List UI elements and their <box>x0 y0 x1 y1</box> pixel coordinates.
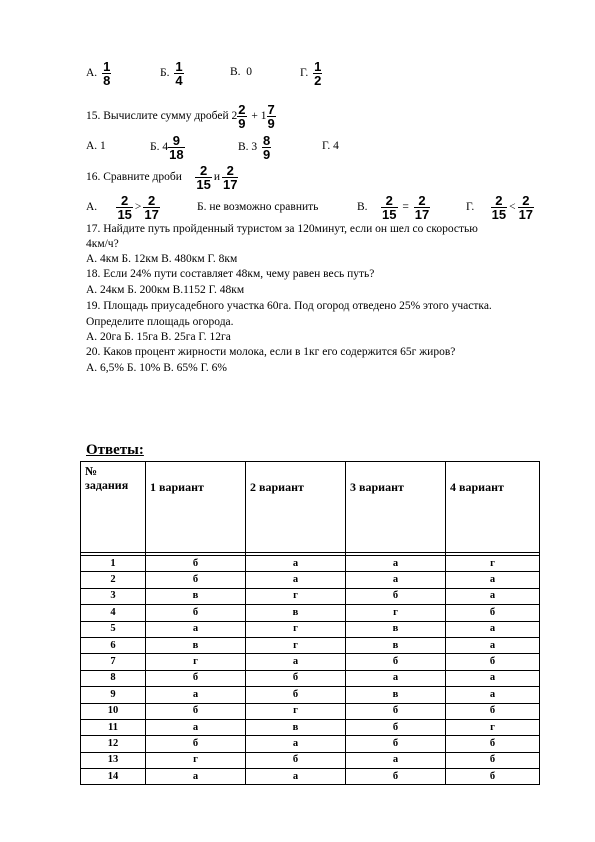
table-row <box>81 621 540 637</box>
answer-cell-variant-2: а <box>246 654 346 670</box>
answer-cell-variant-4: а <box>446 637 540 653</box>
answer-cell-variant-3: б <box>346 769 446 785</box>
table-row <box>81 670 540 686</box>
answer-cell-variant-2: б <box>246 752 346 768</box>
q14-option-g-fraction: $\frac{1}{2}$ <box>314 59 322 88</box>
q15-option-b-fraction: $\frac{9}{18}$ <box>169 133 184 162</box>
answer-cell-variant-2: г <box>246 588 346 604</box>
answer-cell-variant-1: в <box>146 588 246 604</box>
q19-options: А. 20га Б. 15га В. 25га Г. 12га <box>86 331 231 343</box>
table-row <box>81 769 540 785</box>
task-number-cell: 8 <box>81 670 146 686</box>
answer-cell-variant-2: а <box>246 556 346 572</box>
answer-cell-variant-3: а <box>346 556 446 572</box>
q15-fraction-1: $\frac{2}{9}$ <box>238 102 246 131</box>
answer-cell-variant-3: в <box>346 687 446 703</box>
answer-cell-variant-3: г <box>346 605 446 621</box>
answer-cell-variant-1: б <box>146 703 246 719</box>
answer-cell-variant-3: б <box>346 654 446 670</box>
q16-question: 16. Сравните дроби $\frac{2}{15}$ и $\frac{2}{17}$ <box>86 163 238 192</box>
answer-cell-variant-2: а <box>246 572 346 588</box>
q15-fraction-2: $\frac{7}{9}$ <box>267 102 275 131</box>
q14-option-a-fraction: $\frac{1}{8}$ <box>103 59 111 88</box>
task-number-cell: 12 <box>81 736 146 752</box>
task-number-cell: 2 <box>81 572 146 588</box>
task-number-cell: 6 <box>81 637 146 653</box>
q20-options: А. 6,5% Б. 10% В. 65% Г. 6% <box>86 362 227 374</box>
table-row <box>81 588 540 604</box>
q17-line-1: 17. Найдите путь пройденный туристом за 120минут, если он шел со скоростью <box>86 223 478 235</box>
task-number-cell: 14 <box>81 769 146 785</box>
table-row <box>81 687 540 703</box>
answer-cell-variant-4: а <box>446 572 540 588</box>
q15-option-a: А. 1 <box>86 140 106 152</box>
answer-cell-variant-1: б <box>146 670 246 686</box>
q16-option-a: А. $\frac{2}{15}$ > $\frac{2}{17}$ <box>86 193 159 222</box>
answer-cell-variant-2: а <box>246 769 346 785</box>
answer-cell-variant-3: б <box>346 703 446 719</box>
header-task-number: № задания <box>81 462 146 553</box>
answer-cell-variant-3: а <box>346 752 446 768</box>
answer-cell-variant-1: а <box>146 687 246 703</box>
table-row <box>81 719 540 735</box>
q14-option-v: В. 0 <box>230 66 253 78</box>
q15-question: 15. Вычислите сумму дробей 2 $\frac{2}{9}$ + 1 $\frac{7}{9}$ <box>86 102 275 131</box>
q16-option-v: В. $\frac{2}{15}$ = $\frac{2}{17}$ <box>357 193 430 222</box>
task-number-cell: 1 <box>81 556 146 572</box>
answer-cell-variant-2: б <box>246 670 346 686</box>
q17-line-2: 4км/ч? <box>86 238 119 250</box>
answer-cell-variant-1: в <box>146 637 246 653</box>
task-number-cell: 7 <box>81 654 146 670</box>
q14-option-g: Г. $\frac{1}{2}$ <box>300 59 322 88</box>
answer-cell-variant-2: г <box>246 621 346 637</box>
q18-line-1: 18. Если 24% пути составляет 48км, чему равен весь путь? <box>86 268 375 280</box>
answer-cell-variant-2: г <box>246 637 346 653</box>
q16-option-g-fraction-1: $\frac{2}{15}$ <box>491 193 507 222</box>
answers-title: Ответы: <box>86 442 144 458</box>
header-variant-4: 4 вариант <box>446 462 540 553</box>
answer-cell-variant-4: б <box>446 769 540 785</box>
q15-option-v-fraction: $\frac{8}{9}$ <box>263 133 271 162</box>
answer-cell-variant-2: а <box>246 736 346 752</box>
answer-cell-variant-3: в <box>346 621 446 637</box>
q16-option-a-fraction-1: $\frac{2}{15}$ <box>117 193 132 222</box>
q16-option-b: Б. не возможно сравнить <box>197 201 319 213</box>
answer-cell-variant-4: б <box>446 703 540 719</box>
task-number-cell: 10 <box>81 703 146 719</box>
task-number-cell: 11 <box>81 719 146 735</box>
task-number-cell: 13 <box>81 752 146 768</box>
q14-option-a-label: А. <box>86 67 98 80</box>
table-row <box>81 703 540 719</box>
table-row <box>81 736 540 752</box>
answer-cell-variant-1: б <box>146 572 246 588</box>
answer-cell-variant-4: б <box>446 736 540 752</box>
header-variant-3: 3 вариант <box>346 462 446 553</box>
answer-cell-variant-4: б <box>446 654 540 670</box>
q14-options <box>86 60 113 87</box>
task-number-cell: 5 <box>81 621 146 637</box>
q16-fraction-1: $\frac{2}{15}$ <box>196 163 211 192</box>
q17-options: А. 4км Б. 12км В. 480км Г. 8км <box>86 253 238 265</box>
table-row <box>81 637 540 653</box>
task-number-cell: 9 <box>81 687 146 703</box>
q16-option-v-fraction-1: $\frac{2}{15}$ <box>382 193 397 222</box>
q15-option-g: Г. 4 <box>322 140 339 152</box>
answers-table <box>80 461 540 785</box>
answer-cell-variant-4: а <box>446 588 540 604</box>
q16-option-g: Г. $\frac{2}{15}$ < $\frac{2}{17}$ <box>466 193 534 222</box>
table-row <box>81 605 540 621</box>
answer-cell-variant-4: г <box>446 719 540 735</box>
answer-cell-variant-2: б <box>246 687 346 703</box>
answer-cell-variant-1: г <box>146 752 246 768</box>
answer-cell-variant-3: в <box>346 637 446 653</box>
answer-cell-variant-4: а <box>446 670 540 686</box>
header-variant-2: 2 вариант <box>246 462 346 553</box>
q16-option-a-fraction-2: $\frac{2}{17}$ <box>144 193 159 222</box>
q16-option-g-fraction-2: $\frac{2}{17}$ <box>518 193 534 222</box>
q16-fraction-2: $\frac{2}{17}$ <box>223 163 238 192</box>
answer-cell-variant-3: б <box>346 736 446 752</box>
q15-option-b: Б. 4 $\frac{9}{18}$ <box>150 133 184 162</box>
q20-line-1: 20. Каков процент жирности молока, если в 1кг его содержится 65г жиров? <box>86 346 456 358</box>
answer-cell-variant-4: б <box>446 605 540 621</box>
q15-option-v: В. 3 $\frac{8}{9}$ <box>238 133 271 162</box>
answer-cell-variant-1: б <box>146 556 246 572</box>
answer-cell-variant-2: г <box>246 703 346 719</box>
q16-option-v-fraction-2: $\frac{2}{17}$ <box>414 193 430 222</box>
answer-cell-variant-2: в <box>246 605 346 621</box>
answer-cell-variant-1: а <box>146 621 246 637</box>
answer-cell-variant-3: б <box>346 719 446 735</box>
q19-line-1: 19. Площадь приусадебного участка 60га. Под огород отведено 25% этого участка. <box>86 300 492 312</box>
answer-cell-variant-3: б <box>346 588 446 604</box>
answer-cell-variant-1: а <box>146 769 246 785</box>
answer-cell-variant-4: б <box>446 752 540 768</box>
answer-cell-variant-1: а <box>146 719 246 735</box>
task-number-cell: 3 <box>81 588 146 604</box>
answer-cell-variant-1: б <box>146 605 246 621</box>
answer-cell-variant-1: г <box>146 654 246 670</box>
q14-option-b-fraction: $\frac{1}{4}$ <box>175 59 183 88</box>
answer-cell-variant-3: а <box>346 572 446 588</box>
answer-cell-variant-1: б <box>146 736 246 752</box>
answers-body <box>81 553 540 785</box>
q14-option-b: Б. $\frac{1}{4}$ <box>160 59 183 88</box>
task-number-cell: 4 <box>81 605 146 621</box>
answer-cell-variant-2: в <box>246 719 346 735</box>
answer-cell-variant-4: а <box>446 621 540 637</box>
table-row <box>81 654 540 670</box>
q18-options: А. 24км Б. 200км В.1152 Г. 48км <box>86 284 245 296</box>
table-row <box>81 572 540 588</box>
table-row <box>81 752 540 768</box>
answers-header-row <box>81 462 540 553</box>
header-variant-1: 1 вариант <box>146 462 246 553</box>
answer-cell-variant-4: г <box>446 556 540 572</box>
q19-line-2: Определите площадь огорода. <box>86 316 234 328</box>
answer-cell-variant-3: а <box>346 670 446 686</box>
table-row <box>81 556 540 572</box>
answer-cell-variant-4: а <box>446 687 540 703</box>
